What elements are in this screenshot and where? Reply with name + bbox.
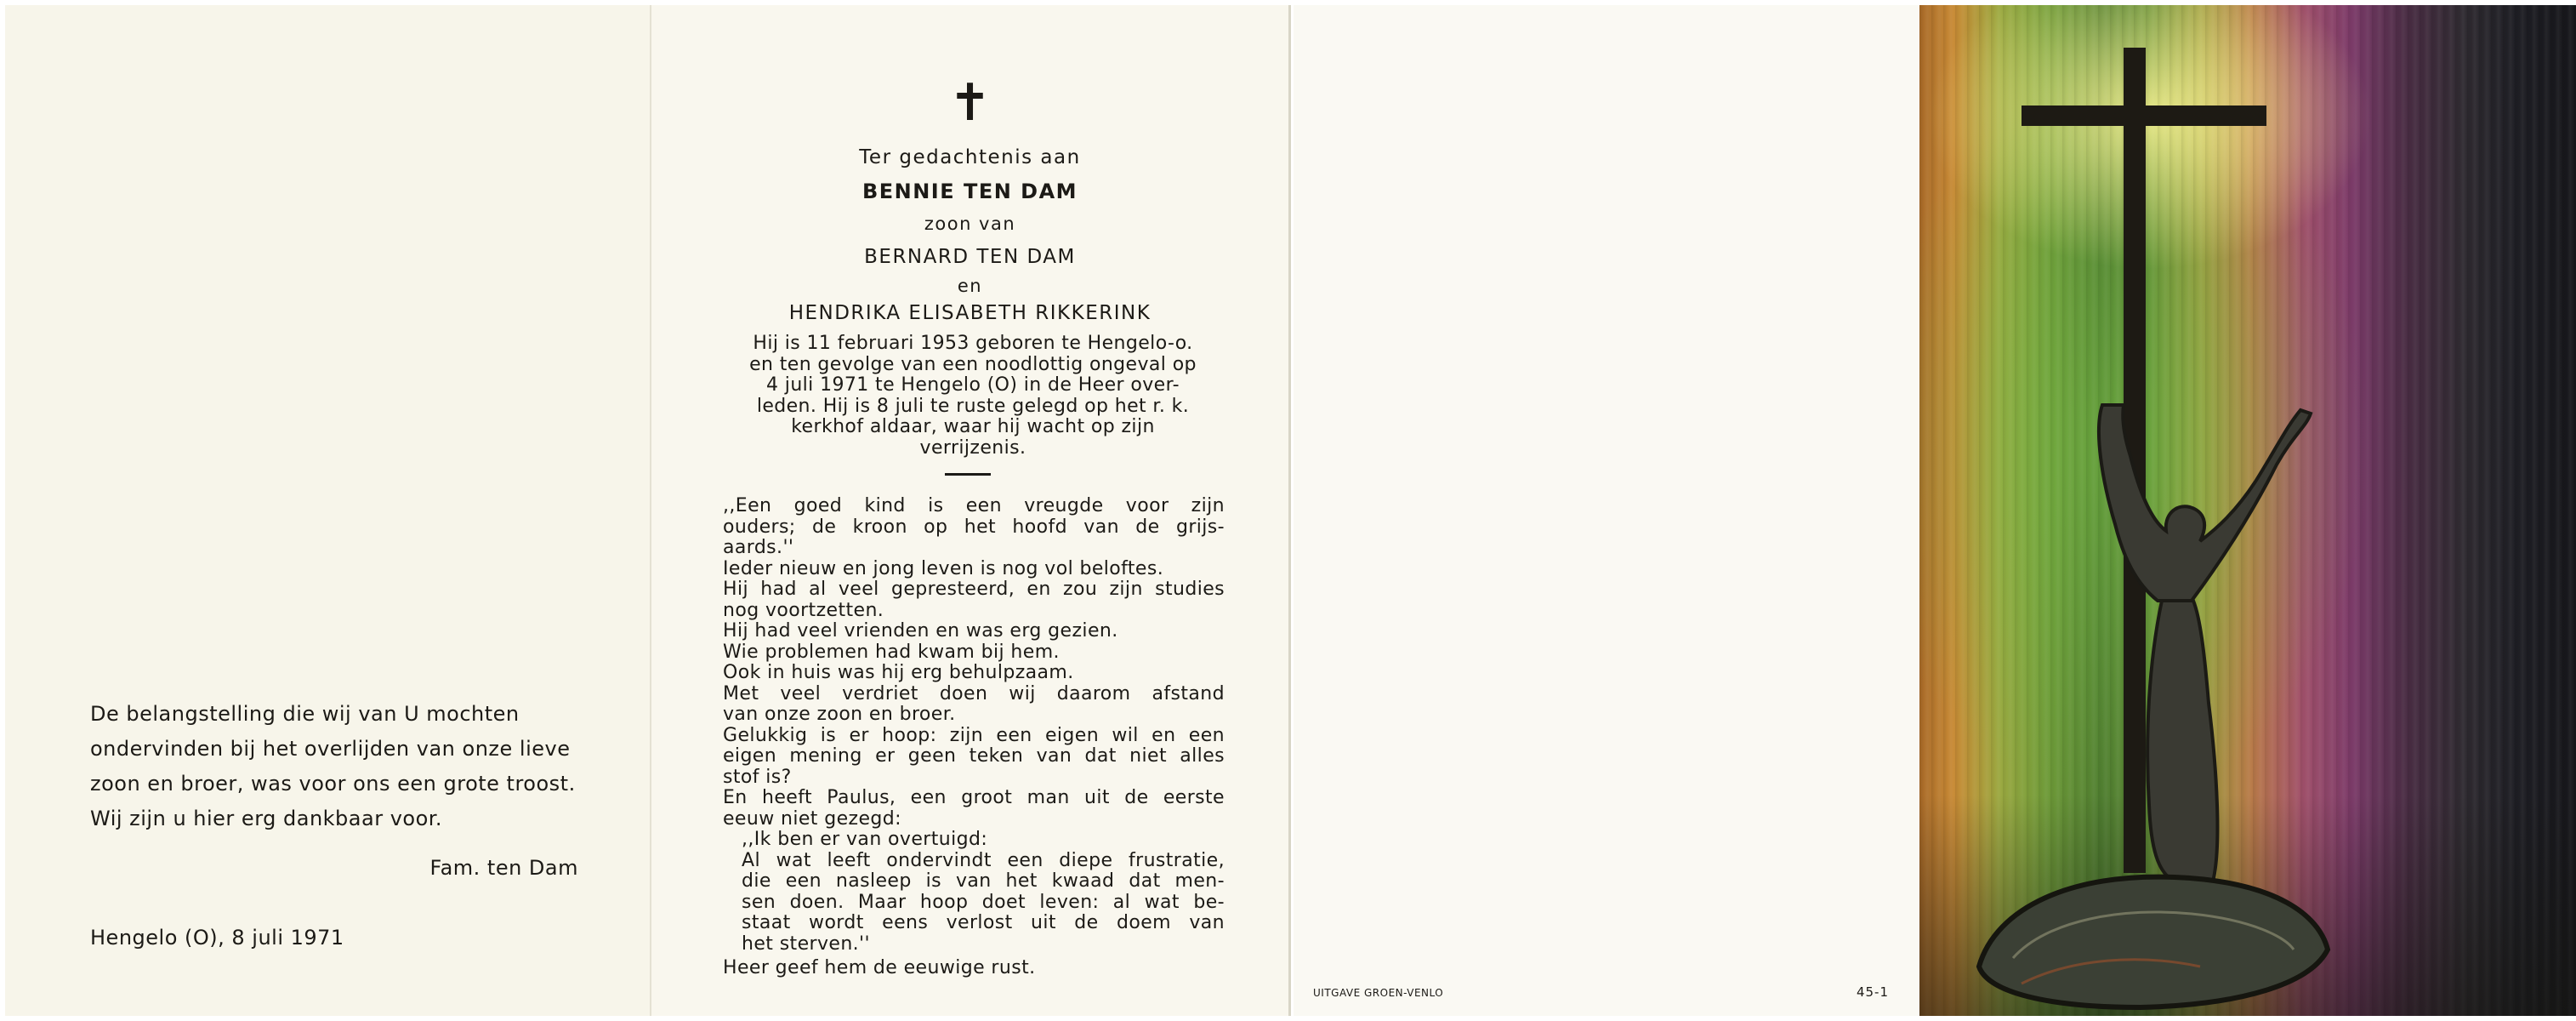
and-text: en (957, 276, 983, 296)
bio-line: Hij is 11 februari 1953 geboren te Hengelo-o. (753, 333, 1193, 354)
father-name: BERNARD TEN DAM (864, 246, 1076, 268)
poem-line: ouders; de kroon op het hoofd van de grijs- (723, 516, 1225, 538)
intro-text: Ter gedachtenis aan (859, 146, 1081, 168)
divider (945, 473, 991, 476)
cross-horizontal-beam (2022, 106, 2266, 126)
poem-line: Gelukkig is er hoop: zijn een eigen wil en een (723, 724, 1225, 746)
thanks-line: De belangstelling die wij van U mochten (90, 702, 520, 726)
poem-line: Ieder nieuw en jong leven is nog vol beloftes. (723, 557, 1164, 579)
bio-line: leden. Hij is 8 juli te ruste gelegd op het r. k. (756, 395, 1190, 417)
bio-line: kerkhof aldaar, waar hij wacht op zijn (791, 416, 1155, 437)
poem-line: En heeft Paulus, een groot man uit de eerste (723, 787, 1225, 808)
poem-line: Wie problemen had kwam bij hem. (723, 641, 1060, 663)
poem-line: die een nasleep is van het kwaad dat men- (742, 870, 1225, 892)
catalog-number: 45-1 (1856, 984, 1889, 1000)
thanks-text (90, 697, 585, 836)
poem-line: nog voortzetten. (723, 599, 884, 621)
mother-name: HENDRIKA ELISABETH RIKKERINK (788, 302, 1152, 324)
poem-line: Ook in huis was hij erg behulpzaam. (723, 662, 1074, 683)
poem-line: Al wat leeft ondervindt een diepe frustratie, (742, 849, 1225, 871)
thanks-line: ondervinden bij het overlijden van onze lieve (90, 737, 571, 761)
family-signature: Fam. ten Dam (429, 856, 578, 880)
poem-line: Hij had al veel gepresteerd, en zou zijn studies (723, 579, 1225, 600)
artwork-panel (1919, 5, 2576, 1016)
poem-line: van onze zoon en broer. (723, 704, 956, 725)
poem-line: het sterven.'' (742, 933, 870, 955)
son-of-text: zoon van (924, 214, 1016, 234)
poem-line: eigen mening er geen teken van dat niet alles (723, 745, 1225, 767)
publisher-label: UITGAVE GROEN-VENLO (1313, 987, 1444, 999)
poem-line: Heer geef hem de eeuwige rust. (723, 957, 1036, 978)
poem-line: staat wordt eens verlost uit de doem van (742, 912, 1225, 933)
bio-line: 4 juli 1971 te Hengelo (O) in de Heer over- (766, 374, 1180, 396)
deceased-name: BENNIE TEN DAM (862, 180, 1078, 203)
poem-line: eeuw niet gezegd: (723, 807, 901, 830)
biography (723, 334, 1223, 459)
poem-text (723, 496, 1225, 979)
bio-line: en ten gevolge van een noodlottig ongeval op (749, 353, 1197, 375)
poem-line: sen doen. Maar hoop doet leven: al wat be- (742, 891, 1225, 913)
place-date: Hengelo (O), 8 juli 1971 (90, 926, 344, 950)
thanks-line: Wij zijn u hier erg dankbaar voor. (90, 807, 443, 830)
cross-with-praying-figure-icon (1919, 5, 2576, 1016)
poem-line: ,,Een goed kind is een vreugde voor zijn (723, 495, 1225, 516)
thanks-line: zoon en broer, was voor ons een grote troost. (90, 772, 576, 796)
memorial-panel (651, 5, 1291, 1016)
poem-line: Hij had veel vrienden en was erg gezien. (723, 620, 1118, 642)
cross-icon: ✝ (948, 73, 992, 133)
back-panel (1294, 5, 1919, 1016)
poem-line: Met veel verdriet doen wij daarom afstand (723, 682, 1225, 704)
thanks-panel (5, 5, 651, 1016)
bio-line: verrijzenis. (919, 436, 1026, 459)
poem-line: stof is? (723, 766, 792, 788)
poem-line: ,,Ik ben er van overtuigd: (742, 829, 988, 850)
poem-line: aards.'' (723, 537, 794, 558)
